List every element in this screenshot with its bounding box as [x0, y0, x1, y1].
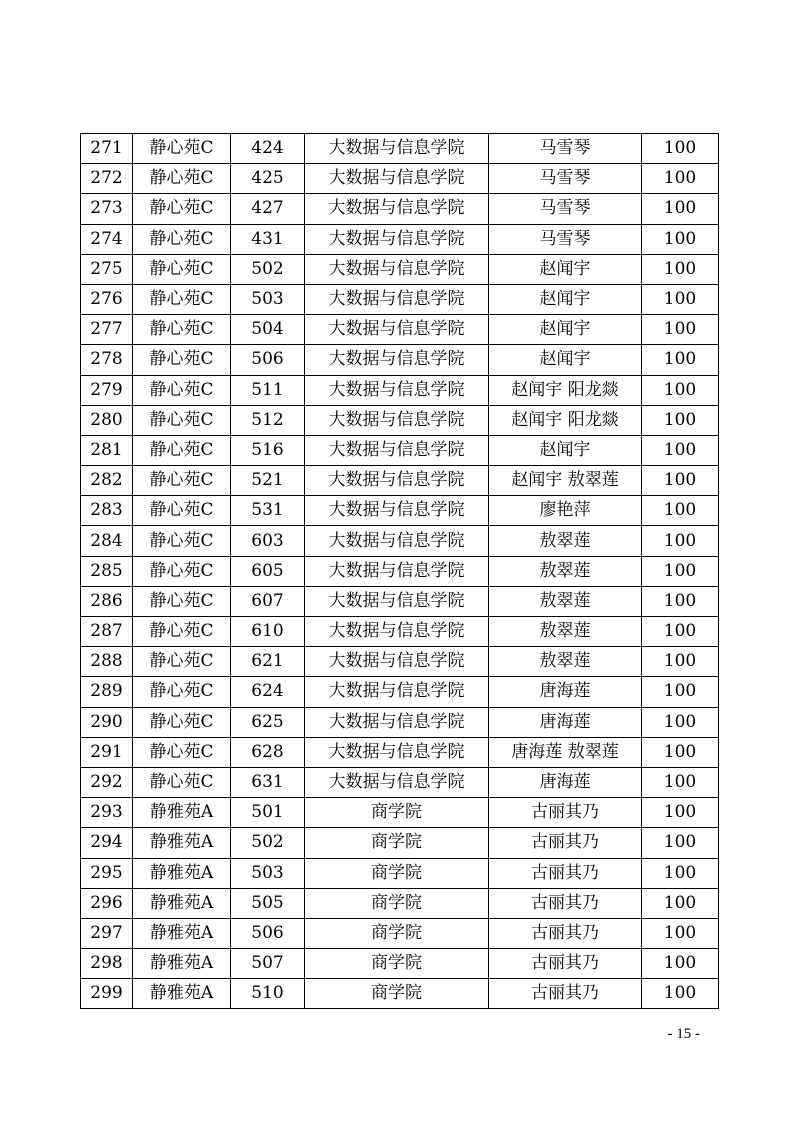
score-cell: 100 [642, 798, 719, 828]
counselor-cell: 唐海莲 [489, 677, 642, 707]
table-row [81, 134, 719, 164]
row-index-cell: 290 [81, 707, 133, 737]
row-index-cell: 276 [81, 284, 133, 314]
score-cell: 100 [642, 918, 719, 948]
building-cell: 静心苑C [133, 496, 231, 526]
counselor-cell: 古丽其乃 [489, 798, 642, 828]
building-cell: 静心苑C [133, 254, 231, 284]
table-row [81, 737, 719, 767]
room-cell: 607 [231, 586, 305, 616]
table-body [81, 134, 719, 1009]
counselor-cell: 古丽其乃 [489, 979, 642, 1009]
counselor-cell: 古丽其乃 [489, 858, 642, 888]
row-index-cell: 292 [81, 767, 133, 797]
building-cell: 静雅苑A [133, 979, 231, 1009]
score-cell: 100 [642, 979, 719, 1009]
table-row [81, 979, 719, 1009]
room-cell: 504 [231, 315, 305, 345]
row-index-cell: 288 [81, 647, 133, 677]
building-cell: 静心苑C [133, 194, 231, 224]
college-cell: 大数据与信息学院 [305, 556, 489, 586]
building-cell: 静心苑C [133, 526, 231, 556]
college-cell: 大数据与信息学院 [305, 164, 489, 194]
row-index-cell: 281 [81, 435, 133, 465]
row-index-cell: 275 [81, 254, 133, 284]
college-cell: 大数据与信息学院 [305, 707, 489, 737]
table-row [81, 435, 719, 465]
room-cell: 511 [231, 375, 305, 405]
college-cell: 大数据与信息学院 [305, 345, 489, 375]
college-cell: 大数据与信息学院 [305, 647, 489, 677]
room-cell: 502 [231, 254, 305, 284]
room-cell: 427 [231, 194, 305, 224]
score-cell: 100 [642, 134, 719, 164]
score-cell: 100 [642, 345, 719, 375]
room-cell: 610 [231, 617, 305, 647]
college-cell: 大数据与信息学院 [305, 375, 489, 405]
row-index-cell: 298 [81, 949, 133, 979]
row-index-cell: 294 [81, 828, 133, 858]
room-cell: 625 [231, 707, 305, 737]
score-cell: 100 [642, 767, 719, 797]
college-cell: 大数据与信息学院 [305, 586, 489, 616]
score-cell: 100 [642, 737, 719, 767]
row-index-cell: 299 [81, 979, 133, 1009]
building-cell: 静心苑C [133, 466, 231, 496]
college-cell: 大数据与信息学院 [305, 617, 489, 647]
room-cell: 505 [231, 888, 305, 918]
college-cell: 大数据与信息学院 [305, 405, 489, 435]
counselor-cell: 马雪琴 [489, 194, 642, 224]
table-row [81, 164, 719, 194]
building-cell: 静心苑C [133, 707, 231, 737]
counselor-cell: 赵闻宇 [489, 345, 642, 375]
table-row [81, 254, 719, 284]
building-cell: 静心苑C [133, 435, 231, 465]
row-index-cell: 271 [81, 134, 133, 164]
room-cell: 510 [231, 979, 305, 1009]
college-cell: 大数据与信息学院 [305, 224, 489, 254]
building-cell: 静雅苑A [133, 949, 231, 979]
table-row [81, 224, 719, 254]
table-row [81, 586, 719, 616]
table-row [81, 466, 719, 496]
score-cell: 100 [642, 617, 719, 647]
room-cell: 506 [231, 345, 305, 375]
page-number: - 15 - [667, 1026, 700, 1042]
row-index-cell: 273 [81, 194, 133, 224]
building-cell: 静雅苑A [133, 828, 231, 858]
dormitory-score-table [80, 133, 719, 1009]
building-cell: 静心苑C [133, 134, 231, 164]
room-cell: 502 [231, 828, 305, 858]
counselor-cell: 赵闻宇 敖翠莲 [489, 466, 642, 496]
counselor-cell: 敖翠莲 [489, 647, 642, 677]
building-cell: 静雅苑A [133, 858, 231, 888]
score-cell: 100 [642, 556, 719, 586]
table-row [81, 617, 719, 647]
building-cell: 静雅苑A [133, 918, 231, 948]
room-cell: 516 [231, 435, 305, 465]
score-cell: 100 [642, 164, 719, 194]
row-index-cell: 295 [81, 858, 133, 888]
row-index-cell: 296 [81, 888, 133, 918]
row-index-cell: 280 [81, 405, 133, 435]
score-cell: 100 [642, 828, 719, 858]
college-cell: 商学院 [305, 828, 489, 858]
counselor-cell: 赵闻宇 [489, 254, 642, 284]
college-cell: 大数据与信息学院 [305, 466, 489, 496]
table-row [81, 496, 719, 526]
room-cell: 506 [231, 918, 305, 948]
row-index-cell: 286 [81, 586, 133, 616]
score-cell: 100 [642, 284, 719, 314]
table-row [81, 767, 719, 797]
row-index-cell: 285 [81, 556, 133, 586]
room-cell: 628 [231, 737, 305, 767]
room-cell: 521 [231, 466, 305, 496]
room-cell: 624 [231, 677, 305, 707]
table-row [81, 918, 719, 948]
college-cell: 大数据与信息学院 [305, 767, 489, 797]
room-cell: 603 [231, 526, 305, 556]
counselor-cell: 赵闻宇 [489, 315, 642, 345]
college-cell: 商学院 [305, 798, 489, 828]
building-cell: 静心苑C [133, 677, 231, 707]
building-cell: 静心苑C [133, 647, 231, 677]
room-cell: 501 [231, 798, 305, 828]
table-row [81, 345, 719, 375]
building-cell: 静心苑C [133, 315, 231, 345]
score-cell: 100 [642, 647, 719, 677]
table-row [81, 647, 719, 677]
row-index-cell: 293 [81, 798, 133, 828]
room-cell: 503 [231, 858, 305, 888]
room-cell: 621 [231, 647, 305, 677]
building-cell: 静心苑C [133, 345, 231, 375]
counselor-cell: 古丽其乃 [489, 828, 642, 858]
college-cell: 大数据与信息学院 [305, 315, 489, 345]
score-cell: 100 [642, 194, 719, 224]
building-cell: 静心苑C [133, 224, 231, 254]
counselor-cell: 古丽其乃 [489, 918, 642, 948]
table-row [81, 315, 719, 345]
building-cell: 静心苑C [133, 375, 231, 405]
table-row [81, 707, 719, 737]
score-cell: 100 [642, 224, 719, 254]
score-cell: 100 [642, 526, 719, 556]
counselor-cell: 唐海莲 [489, 707, 642, 737]
score-cell: 100 [642, 496, 719, 526]
table-row [81, 194, 719, 224]
table-row [81, 798, 719, 828]
room-cell: 507 [231, 949, 305, 979]
college-cell: 大数据与信息学院 [305, 526, 489, 556]
table-row [81, 949, 719, 979]
counselor-cell: 赵闻宇 [489, 435, 642, 465]
college-cell: 大数据与信息学院 [305, 435, 489, 465]
score-cell: 100 [642, 949, 719, 979]
room-cell: 424 [231, 134, 305, 164]
score-cell: 100 [642, 586, 719, 616]
row-index-cell: 279 [81, 375, 133, 405]
table-row [81, 828, 719, 858]
college-cell: 商学院 [305, 888, 489, 918]
counselor-cell: 古丽其乃 [489, 888, 642, 918]
row-index-cell: 284 [81, 526, 133, 556]
row-index-cell: 297 [81, 918, 133, 948]
score-cell: 100 [642, 466, 719, 496]
counselor-cell: 敖翠莲 [489, 526, 642, 556]
table-row [81, 405, 719, 435]
score-cell: 100 [642, 405, 719, 435]
building-cell: 静心苑C [133, 164, 231, 194]
building-cell: 静雅苑A [133, 798, 231, 828]
score-cell: 100 [642, 707, 719, 737]
row-index-cell: 277 [81, 315, 133, 345]
college-cell: 大数据与信息学院 [305, 677, 489, 707]
building-cell: 静心苑C [133, 405, 231, 435]
score-cell: 100 [642, 435, 719, 465]
row-index-cell: 289 [81, 677, 133, 707]
counselor-cell: 赵闻宇 阳龙燚 [489, 405, 642, 435]
row-index-cell: 282 [81, 466, 133, 496]
counselor-cell: 马雪琴 [489, 134, 642, 164]
table-row [81, 677, 719, 707]
counselor-cell: 马雪琴 [489, 164, 642, 194]
counselor-cell: 赵闻宇 阳龙燚 [489, 375, 642, 405]
building-cell: 静雅苑A [133, 888, 231, 918]
table-row [81, 375, 719, 405]
counselor-cell: 马雪琴 [489, 224, 642, 254]
room-cell: 431 [231, 224, 305, 254]
college-cell: 商学院 [305, 858, 489, 888]
building-cell: 静心苑C [133, 767, 231, 797]
table-row [81, 858, 719, 888]
row-index-cell: 283 [81, 496, 133, 526]
row-index-cell: 291 [81, 737, 133, 767]
row-index-cell: 272 [81, 164, 133, 194]
college-cell: 大数据与信息学院 [305, 134, 489, 164]
score-cell: 100 [642, 315, 719, 345]
college-cell: 大数据与信息学院 [305, 254, 489, 284]
score-cell: 100 [642, 858, 719, 888]
counselor-cell: 唐海莲 [489, 767, 642, 797]
room-cell: 425 [231, 164, 305, 194]
table-row [81, 888, 719, 918]
college-cell: 商学院 [305, 949, 489, 979]
counselor-cell: 唐海莲 敖翠莲 [489, 737, 642, 767]
room-cell: 605 [231, 556, 305, 586]
score-cell: 100 [642, 888, 719, 918]
building-cell: 静心苑C [133, 284, 231, 314]
college-cell: 大数据与信息学院 [305, 284, 489, 314]
college-cell: 商学院 [305, 918, 489, 948]
room-cell: 531 [231, 496, 305, 526]
table-row [81, 284, 719, 314]
college-cell: 大数据与信息学院 [305, 194, 489, 224]
row-index-cell: 287 [81, 617, 133, 647]
building-cell: 静心苑C [133, 586, 231, 616]
counselor-cell: 敖翠莲 [489, 617, 642, 647]
score-cell: 100 [642, 254, 719, 284]
counselor-cell: 廖艳萍 [489, 496, 642, 526]
college-cell: 大数据与信息学院 [305, 496, 489, 526]
counselor-cell: 敖翠莲 [489, 586, 642, 616]
room-cell: 631 [231, 767, 305, 797]
score-cell: 100 [642, 677, 719, 707]
row-index-cell: 274 [81, 224, 133, 254]
table-row [81, 526, 719, 556]
counselor-cell: 敖翠莲 [489, 556, 642, 586]
counselor-cell: 赵闻宇 [489, 284, 642, 314]
building-cell: 静心苑C [133, 617, 231, 647]
college-cell: 商学院 [305, 979, 489, 1009]
room-cell: 512 [231, 405, 305, 435]
score-cell: 100 [642, 375, 719, 405]
table-row [81, 556, 719, 586]
row-index-cell: 278 [81, 345, 133, 375]
college-cell: 大数据与信息学院 [305, 737, 489, 767]
building-cell: 静心苑C [133, 556, 231, 586]
counselor-cell: 古丽其乃 [489, 949, 642, 979]
building-cell: 静心苑C [133, 737, 231, 767]
room-cell: 503 [231, 284, 305, 314]
